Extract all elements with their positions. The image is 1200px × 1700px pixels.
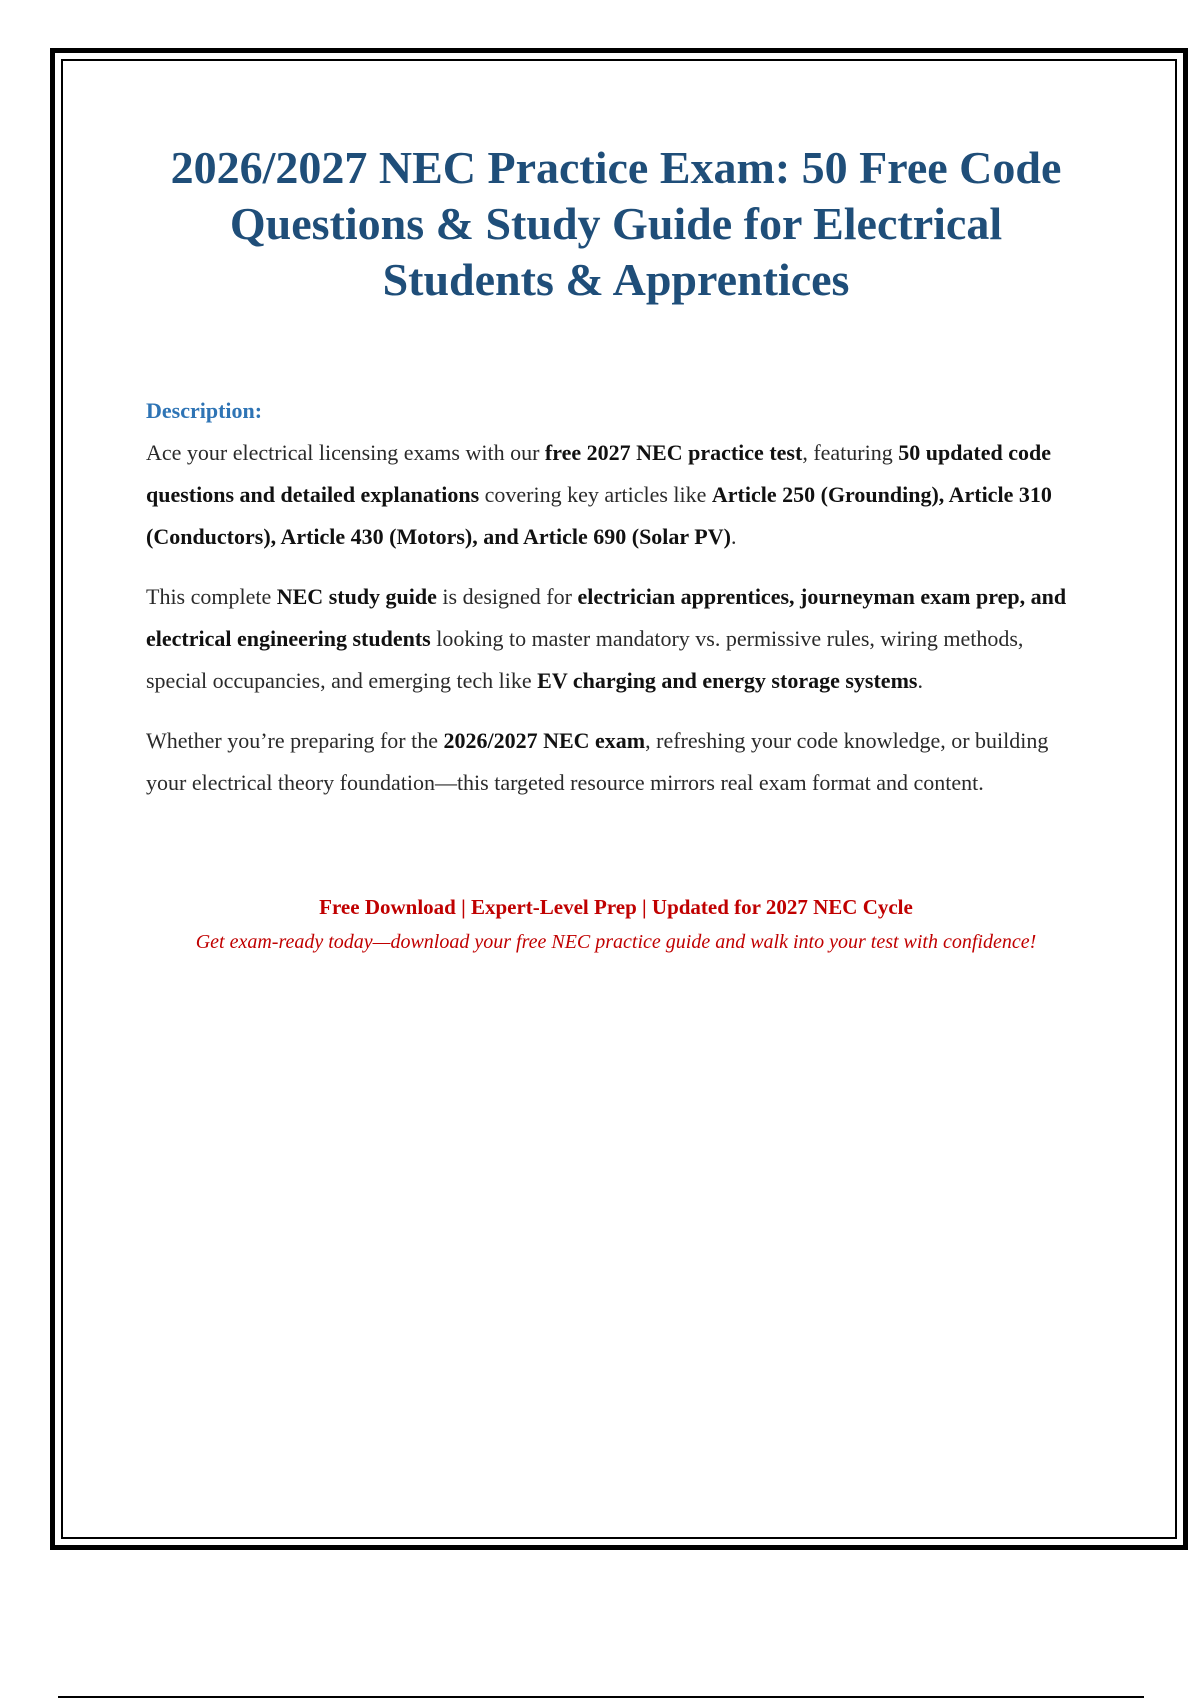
description-paragraph-1: Ace your electrical licensing exams with our free 2027 NEC practice test, featuring 50 updated code questions and detailed explanations covering key articles like Article 250 (Grounding), Article 310 (Conductors), Article 430 (Motors), and Article 690 (Solar PV). [146, 440, 1052, 549]
description-paragraph-3: Whether you’re preparing for the 2026/2027 NEC exam, refreshing your code knowledge, or building your electrical theory foundation—this targeted resource mirrors real exam format and content. [146, 728, 1049, 795]
document-content [146, 140, 1086, 962]
document-title: 2026/2027 NEC Practice Exam: 50 Free Code Questions & Study Guide for Electrical Students & Apprentices [170, 142, 1062, 305]
promo-block [146, 892, 1086, 962]
footer-divider [58, 1696, 1144, 1698]
description-paragraph-2: This complete NEC study guide is designed for electrician apprentices, journeyman exam prep, and electrical engineering students looking to master mandatory vs. permissive rules, wiring methods, special occupancies, and emerging tech like EV charging and energy storage systems. [146, 584, 1067, 693]
promo-tagline: Free Download | Expert-Level Prep | Updated for 2027 NEC Cycle [319, 895, 913, 919]
promo-call-to-action: Get exam-ready today—download your free NEC practice guide and walk into your test with confidence! [195, 931, 1037, 953]
description-heading: Description: [146, 398, 263, 423]
